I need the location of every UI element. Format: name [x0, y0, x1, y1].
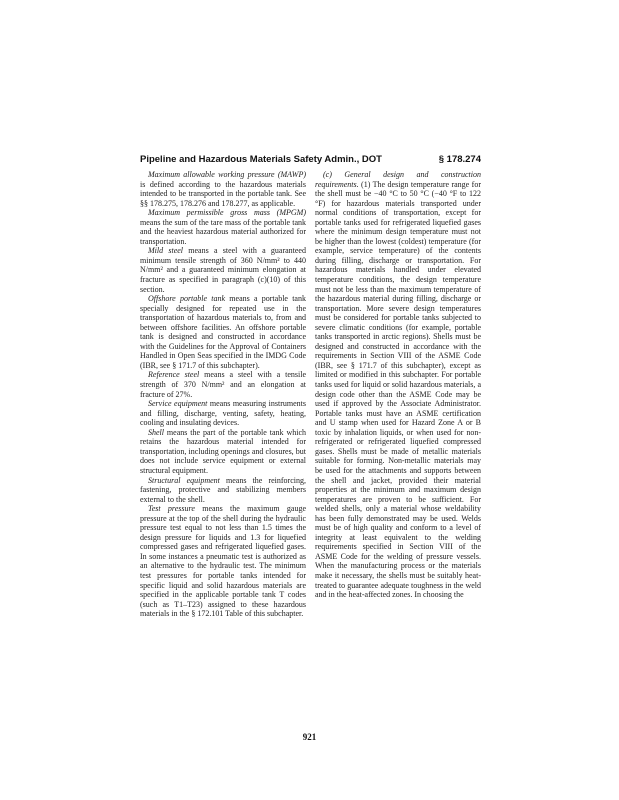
definition-term: Offshore portable tank: [148, 294, 226, 304]
header-section-number: § 178.274: [438, 154, 481, 165]
definition-term: Shell: [148, 427, 164, 437]
definition-term: Test pressure: [148, 504, 195, 514]
definition-paragraph: [140, 370, 306, 399]
definition-paragraph: [140, 504, 306, 619]
definition-paragraph: [140, 476, 306, 505]
definition-term: Service equipment: [148, 399, 208, 409]
definition-term: Reference steel: [148, 370, 200, 380]
definition-paragraph: [140, 246, 306, 294]
definition-term: Mild steel: [148, 246, 184, 256]
definition-text: means the reinforcing, fastening, protective and stabilizing members external to the shell.: [140, 475, 306, 504]
definition-text: means the maximum gauge pressure at the top of the shell during the hydraulic pressure test equal to not less than 1.5 times the design pressure for liquids and 1.3 for liquefied compressed gases and refrigerated liquefied gases. In some instances a pneumatic test is authorized as an alternative to the hydraulic test. The minimum test pressures for portable tanks intended for specific liquid and solid hazardous materials are specified in the applicable portable tank T codes (such as T1–T23) assigned to these hazardous materials in the § 172.101 Table of this subchapter.: [140, 504, 306, 619]
definition-paragraph: [140, 208, 306, 246]
definition-term: Maximum permissible gross mass (MPGM): [148, 208, 306, 218]
definition-text: is defined according to the hazardous materials intended to be transported in the portable tank. See §§ 178.275, 178.276 and 178.277, as applicable.: [140, 179, 306, 208]
definition-text: means a steel with a guaranteed minimum tensile strength of 360 N/mm² to 440 N/mm² and a guaranteed minimum elongation at fracture as specified in paragraph (c)(10) of this section.: [140, 246, 306, 294]
requirements-paragraph: [315, 170, 481, 600]
definition-text: means the sum of the tare mass of the portable tank and the heaviest hazardous material authorized for transportation.: [140, 217, 306, 246]
definition-text: means measuring instruments and filling, discharge, venting, safety, heating, cooling and insulating devices.: [140, 399, 306, 428]
definition-term: Structural equipment: [148, 475, 220, 485]
paragraph-heading: (c) General design and construction requirements.: [315, 170, 481, 189]
page-number: 921: [302, 732, 317, 742]
running-header: [140, 154, 481, 168]
definition-text: means the part of the portable tank which retains the hazardous material intended for transportation, including openings and closures, but does not include service equipment or external structural equipment.: [140, 427, 306, 475]
definition-text: means a steel with a tensile strength of 370 N/mm² and an elongation at fracture of 27%.: [140, 370, 306, 399]
definition-paragraph: [140, 399, 306, 428]
definition-paragraph: [140, 170, 306, 208]
left-text-column: [140, 170, 306, 722]
definition-paragraph: [140, 294, 306, 370]
definition-term: Maximum allowable working pressure (MAWP): [148, 170, 306, 179]
paragraph-text: (1) The design temperature range for the shell must be −40 °C to 50 °C (−40 °F to 122 °F) for hazardous materials transported under normal conditions of transportation, except for portable tanks used for refrigerated liquefied gases where the minimum design temperature must not be higher than the lowest (coldest) temperature (for example, service temperature) of the contents during filling, discharge or transportation. For hazardous materials handled under elevated temperature conditions, the design temperature must not be less than the maximum temperature of the hazardous material during filling, discharge or transportation. More severe design temperatures must be considered for portable tanks subjected to severe climatic conditions (for example, portable tanks transported in arctic regions). Shells must be designed and constructed in accordance with the requirements in Section VIII of the ASME Code (IBR, see § 171.7 of this subchapter), except as limited or modified in this subchapter. For portable tanks used for liquid or solid hazardous materials, a design code other than the ASME Code may be used if approved by the Associate Administrator. Portable tanks must have an ASME certification and U stamp when used for Hazard Zone A or B toxic by inhalation liquids, or when used for non-refrigerated or refrigerated liquefied compressed gases. Shells must be made of metallic materials suitable for forming. Non-metallic materials may be used for the attachments and supports between the shell and jacket, provided their material properties at the minimum and maximum design temperatures are proven to be sufficient. For welded shells, only a material whose weldability has been fully demonstrated may be used. Welds must be of high quality and conform to a level of integrity at least equivalent to the welding requirements specified in Section VIII of the ASME Code for the welding of pressure vessels. When the manufacturing process or the materials make it necessary, the shells must be suitably heat-treated to guarantee adequate toughness in the weld and in the heat-affected zones. In choosing the: [315, 179, 481, 600]
definition-paragraph: [140, 428, 306, 476]
right-text-column: [315, 170, 481, 722]
header-agency-title: Pipeline and Hazardous Materials Safety Admin., DOT: [140, 154, 382, 165]
definition-text: means a portable tank specially designed for repeated use in the transportation of hazardous materials to, from and between offshore facilities. An offshore portable tank is designed and constructed in accordance with the Guidelines for the Approval of Containers Handled in Open Seas specified in the IMDG Code (IBR, see § 171.7 of this subchapter).: [140, 294, 306, 370]
